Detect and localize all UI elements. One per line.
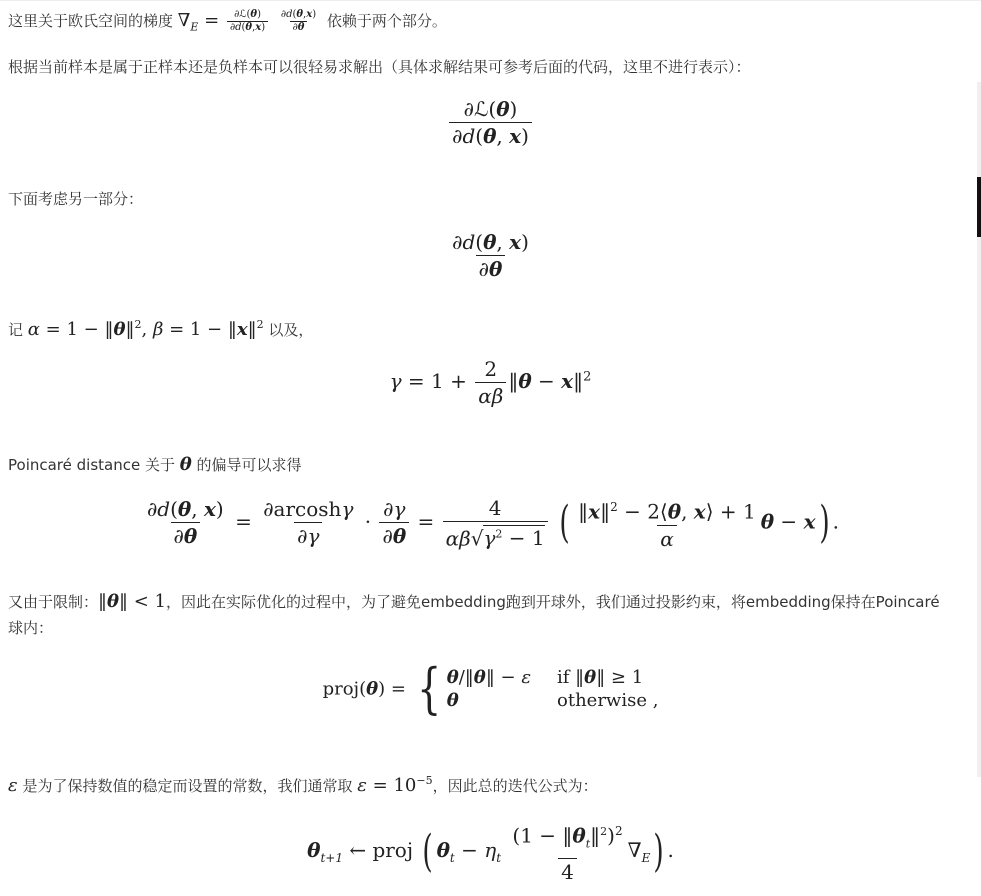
epsilon-suffix: ，因此总的迭代公式为：	[432, 777, 598, 795]
gradient-intro-suffix: 依赖于两个部分。	[326, 12, 447, 30]
poincare-text: Poincaré distance 关于	[8, 456, 175, 474]
inline-formula-gradient: $\nabla_E$ = $\frac{\text{∂ℒ(θ)}}{\partial d(\theta,x)}$ $\frac{\partial d(\theta,x)}{\partial\theta}$	[177, 8, 317, 34]
paragraph-projection-intro-line2: 球内：	[8, 619, 54, 637]
display-formula-distance-derivative: $\frac{\partial d(\theta, x)}{\partial\theta}$	[452, 230, 529, 281]
display-formula-update-rule: $\theta_{t+1}$ ← proj ( $\theta_t - \eta_t$ $\frac{(1 - ‖\theta_t‖^2)^2}{4}$ $\nabla_E$) .	[307, 823, 674, 884]
display-formula-gamma: γ = 1 + $\frac{2}{\alpha\beta}$ ‖θ − x‖$^2$	[389, 357, 592, 408]
inline-formula-alpha-beta: α = 1 − ‖θ‖$^2$, β = 1 − ‖x‖$^2$	[27, 318, 264, 340]
define-suffix: 以及，	[268, 321, 314, 339]
case-otherwise-label: otherwise ,	[557, 690, 659, 711]
paragraph-define-alpha-beta	[8, 312, 313, 343]
paragraph-solve-loss: 根据当前样本是属于正样本还是负样本可以很轻易求解出（具体求解结果可参考后面的代码，这里不进行表示）：	[8, 58, 751, 76]
inline-theta: θ	[179, 454, 192, 475]
inline-epsilon: ε	[8, 775, 18, 796]
constraint-prefix: 又由于限制：	[8, 593, 99, 611]
display-formula-loss-derivative: $\frac{\text{∂ℒ(θ)}}{\partial d(\theta, x)}$	[0, 96, 981, 149]
paragraph-projection-intro	[8, 589, 940, 615]
top-divider	[0, 0, 981, 1]
gradient-intro-text: 这里关于欧氏空间的梯度	[8, 12, 174, 30]
display-formula-projection: proj(θ) = { θ/‖θ‖ − ε if ‖θ‖ ≥ 1 θ otherwise ,	[322, 657, 659, 720]
paragraph-gradient-intro	[8, 8, 447, 41]
epsilon-text: 是为了保持数值的稳定而设置的常数，我们通常取	[22, 777, 353, 795]
poincare-suffix: 的偏导可以求得	[196, 456, 302, 474]
case-if-label: if	[557, 667, 570, 688]
paragraph-poincare-derivative	[8, 452, 302, 478]
inline-formula-norm-constraint: ‖θ‖ < 1	[98, 591, 167, 612]
vertical-scrollbar[interactable]	[977, 82, 981, 777]
inline-formula-epsilon-value: $\varepsilon = 10^{-5}$	[357, 774, 433, 796]
paragraph-other-part: 下面考虑另一部分：	[8, 190, 144, 208]
display-formula-poincare-gradient: $\frac{\partial d(\theta, x)}{\partial\theta}$ = $\frac{\partial arcosh\gamma}{\partial\gamma}$ · $\frac{\partial\gamma}{\partial\theta}$ = $\frac{4}{\alpha\beta√\gamma^2 - 1}$ ( $\frac{‖x‖^2 - 2⟨\theta, x⟩ + 1}{\alpha}$ θ − x) .	[146, 495, 840, 551]
scrollbar-thumb[interactable]	[977, 177, 981, 237]
define-prefix: 记	[8, 321, 24, 339]
constraint-text: ，因此在实际优化的过程中，为了避免embedding跑到开球外，我们通过投影约束，将embedding保持在Poincaré	[166, 593, 940, 611]
paragraph-epsilon	[8, 768, 598, 799]
